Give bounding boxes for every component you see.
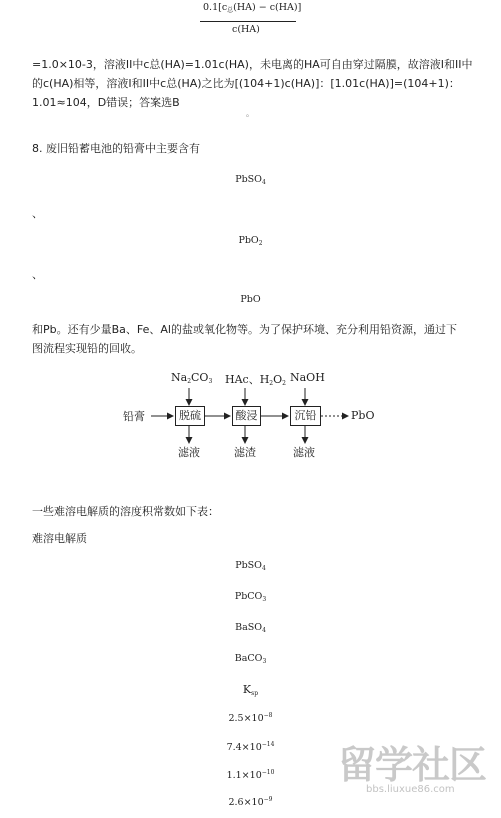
table-value-1-base: 2.5×10	[228, 713, 264, 724]
table-intro: 一些难溶电解质的溶度积常数如下表：	[32, 505, 219, 518]
separator-1: 、	[32, 207, 43, 220]
intro-paragraph	[32, 320, 492, 358]
table-value-2-exp: −14	[261, 741, 275, 748]
table-row-pbco3-base: PbCO	[234, 591, 263, 602]
formula-numerator	[203, 2, 301, 14]
table-value-2-base: 7.4×10	[226, 742, 262, 753]
small-mark: 。	[246, 109, 254, 118]
reagent-na2co3-base: Na	[171, 371, 188, 384]
solution-line-2: 的c(HA)相等，溶液I和II中c总(HA)之比为[(104+1)c(HA)]：[1.01c(HA)]=(104+1)：	[32, 77, 460, 90]
table-header-ksp-base: K	[242, 683, 252, 696]
watermark-url: bbs.liuxue86.com	[366, 784, 455, 795]
flow-start: 铅膏	[123, 410, 145, 423]
table-value-3-exp: −10	[261, 769, 275, 776]
formula-fraction-bar	[200, 21, 296, 22]
reagent-hac-h2o2-sub1: 2	[269, 380, 274, 387]
table-row-pbco3	[0, 591, 501, 603]
flow-step-precipitate: 沉铅	[290, 406, 321, 426]
formula-numerator-sub: 总	[227, 7, 234, 14]
reagent-na2co3	[171, 371, 212, 385]
flow-step-acid-leach: 酸浸	[232, 406, 261, 426]
reagent-hac-h2o2	[225, 371, 286, 387]
compound-pbo2	[0, 235, 501, 247]
table-row-baco3-base: BaCO	[234, 653, 263, 664]
reagent-hac-h2o2-mid: O	[273, 373, 283, 386]
flow-out-filtrate-1: 滤液	[178, 446, 200, 459]
reagent-naoh: NaOH	[290, 371, 325, 384]
compound-pbo2-sub: 2	[258, 240, 263, 247]
compound-pbso4-sub: 4	[261, 179, 266, 186]
table-row-pbso4-base: PbSO	[235, 560, 262, 571]
reagent-na2co3-sub2: 3	[208, 378, 213, 385]
question-8-title: 8. 废旧铅蓄电池的铅膏中主要含有	[32, 142, 200, 155]
flow-step-desulfurize: 脱硫	[175, 406, 205, 426]
formula-numerator-prefix: 0.1[c	[203, 2, 228, 13]
table-value-1-exp: −8	[263, 712, 273, 719]
reagent-na2co3-mid: CO	[191, 371, 209, 384]
formula-numerator-suffix: (HA) − c(HA)]	[233, 2, 302, 13]
separator-2: 、	[32, 268, 43, 281]
table-value-3-base: 1.1×10	[226, 770, 262, 781]
compound-pbo: PbO	[240, 294, 261, 305]
compound-pbso4	[0, 174, 501, 186]
table-value-4	[0, 796, 501, 808]
table-value-4-exp: −9	[263, 796, 273, 803]
flow-diagram	[0, 368, 501, 464]
table-value-1	[0, 712, 501, 724]
table-header-ksp	[0, 683, 501, 697]
flow-out-filtrate-2: 滤液	[293, 446, 315, 459]
reagent-hac-h2o2-sub2: 2	[282, 380, 286, 387]
table-header-ksp-sub: sp	[251, 690, 259, 697]
intro-line-1: 和Pb。还有少量Ba、Fe、Al的盐或氧化物等。为了保护环境、充分利用铅资源，通过下	[32, 323, 457, 336]
watermark-logo: 留学社区	[338, 743, 487, 787]
table-value-4-base: 2.6×10	[228, 797, 264, 808]
reagent-hac-h2o2-base: HAc、H	[225, 373, 270, 386]
flow-product: PbO	[351, 409, 375, 422]
table-row-baco3-sub: 3	[262, 658, 267, 665]
table-row-baso4	[0, 622, 501, 634]
solution-paragraph	[32, 55, 492, 112]
table-row-baso4-base: BaSO	[235, 622, 263, 633]
solution-line-1: =1.0×10-3，溶液II中c总(HA)=1.01c(HA)，未电离的HA可自由穿过隔膜，故溶液I和II中	[32, 58, 473, 71]
compound-pbso4-base: PbSO	[235, 174, 262, 185]
flow-out-residue: 滤渣	[234, 446, 256, 459]
reagent-na2co3-sub1: 2	[187, 378, 192, 385]
intro-line-2: 图流程实现铅的回收。	[32, 342, 142, 355]
table-row-pbso4	[0, 560, 501, 572]
solution-line-3: 1.01≈104，D错误；答案选B	[32, 96, 180, 109]
table-row-pbco3-sub: 3	[262, 596, 267, 603]
table-row-baco3	[0, 653, 501, 665]
table-header-electrolyte: 难溶电解质	[32, 532, 87, 545]
table-row-pbso4-sub: 4	[261, 565, 266, 572]
table-row-baso4-sub: 4	[262, 627, 266, 634]
compound-pbo2-base: PbO	[238, 235, 259, 246]
formula-denominator: c(HA)	[232, 24, 260, 35]
